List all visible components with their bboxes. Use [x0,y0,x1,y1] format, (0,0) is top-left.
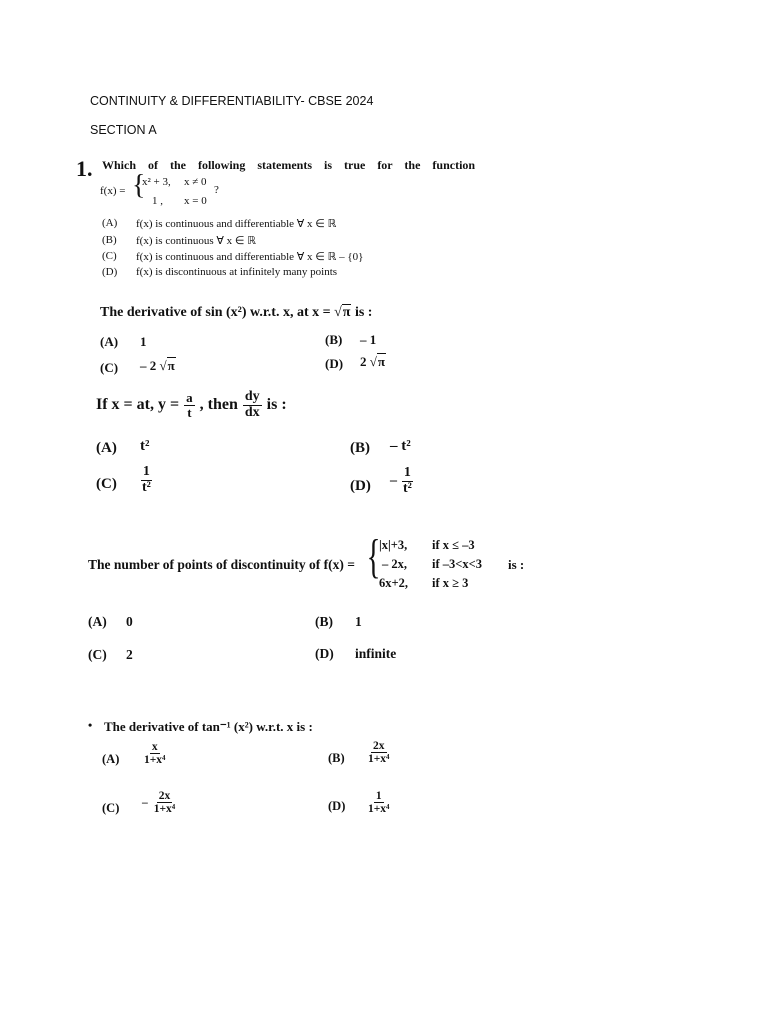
option-text: f(x) is discontinuous at infinitely many points [136,266,338,278]
numerator: a [186,390,193,406]
question-text: The derivative of tan⁻¹ (x²) w.r.t. x is : [104,719,313,734]
question-text-start: The derivative of sin (x²) w.r.t. x, at x = [100,305,331,320]
option-value [366,790,392,815]
numerator: 1 [142,464,150,479]
option-label: (C) [102,250,117,262]
question-text [96,390,287,420]
option-value [140,358,176,374]
option-value [142,741,168,766]
case-condition: if x ≤ –3 [432,538,475,552]
fraction [184,391,195,419]
denominator: t [187,404,192,420]
option-label: (C) [100,360,119,375]
numerator: 2x [373,740,385,752]
option-label: (B) [102,234,117,246]
option-value [140,465,153,495]
option-label: (D) [350,478,371,494]
numerator: x [151,741,158,753]
option-label: (C) [96,476,117,492]
option-label: (B) [325,332,343,347]
sqrt-pi: √π [334,305,351,320]
option-sign: – [142,796,148,809]
option-value [360,354,386,370]
fraction [152,790,178,815]
page-title: CONTINUITY & DIFFERENTIABILITY- CBSE 2024 [90,94,374,108]
option-value [390,466,414,496]
option-label: (C) [102,801,120,815]
option-sign: – [390,473,397,489]
option-label: (A) [102,752,120,766]
numerator: 2x [158,790,171,802]
option-text: f(x) is continuous ∀ x ∈ ℝ [136,235,256,247]
denominator: t² [403,480,412,496]
denominator: 1+x⁴ [153,803,176,816]
derivative-fraction [243,390,262,420]
option-value: t² [140,438,150,454]
option-value: 1 [140,334,147,349]
piecewise-brace: { [132,170,146,201]
option-label: (D) [315,646,334,661]
option-value: 0 [126,614,133,629]
option-value [142,790,177,815]
case-expression: 1 , [152,195,163,207]
case-condition: x ≠ 0 [184,176,207,188]
bullet: • [88,718,93,732]
option-label: (A) [88,614,107,629]
numerator: 1 [375,790,382,802]
option-label: (A) [96,440,117,456]
question-text: Which of the following statements is true for the function [102,158,476,172]
option-sign: – 2 [140,358,157,373]
denominator: 1+x⁴ [368,803,390,816]
option-label: (B) [315,614,333,629]
option-text: f(x) is continuous and differentiable ∀ x ∈ ℝ – {0} [136,251,364,263]
question-number: 1. [76,156,93,181]
denominator: 1+x⁴ [368,753,390,766]
case-expression: |x|+3, [379,538,408,552]
option-label: (A) [100,334,119,349]
sqrt-pi: √π [159,358,175,373]
question-text-start: If x = at, y = [96,396,180,414]
option-value [366,740,392,765]
option-text: f(x) is continuous and differentiable ∀ x ∈ ℝ [136,218,337,230]
sqrt-pi: √π [369,354,386,369]
option-label: (D) [328,799,346,813]
fraction [366,790,392,815]
option-value: infinite [355,646,397,661]
option-label: (A) [102,217,118,229]
denominator: 1+x⁴ [144,754,166,767]
denominator: t² [142,479,151,495]
case-expression: x² + 3, [142,176,171,188]
case-condition: if –3<x<3 [432,557,483,571]
option-label: (B) [350,440,370,456]
section-heading: SECTION A [90,123,157,137]
option-coefficient: 2 [360,354,367,369]
question-text: The number of points of discontinuity of f(x) = [88,557,355,572]
question-text-end: is : [266,396,287,414]
fraction [140,465,153,495]
option-value: – 1 [360,332,377,347]
fraction [142,741,168,766]
numerator: dy [244,389,260,404]
option-label: (D) [325,356,344,371]
case-condition: if x ≥ 3 [432,576,469,590]
option-label: (C) [88,647,107,662]
option-value: 1 [355,614,362,629]
fraction [366,740,392,765]
numerator: 1 [403,465,411,480]
case-condition: x = 0 [184,195,207,207]
fraction [401,466,414,496]
piecewise-brace: { [366,530,381,583]
question-mark: ? [214,184,219,196]
option-label: (D) [102,266,118,278]
question-text-middle: , then [199,396,238,414]
denominator: dx [244,404,260,420]
function-label: f(x) = [100,185,126,197]
option-label: (B) [328,751,345,765]
question-text [100,305,372,321]
option-value: 2 [126,647,133,662]
case-expression: 6x+2, [379,576,408,590]
question-text-end: is : [508,557,525,572]
question-text-end: is : [354,305,373,320]
option-value: – t² [390,438,411,454]
case-expression: – 2x, [382,557,407,571]
